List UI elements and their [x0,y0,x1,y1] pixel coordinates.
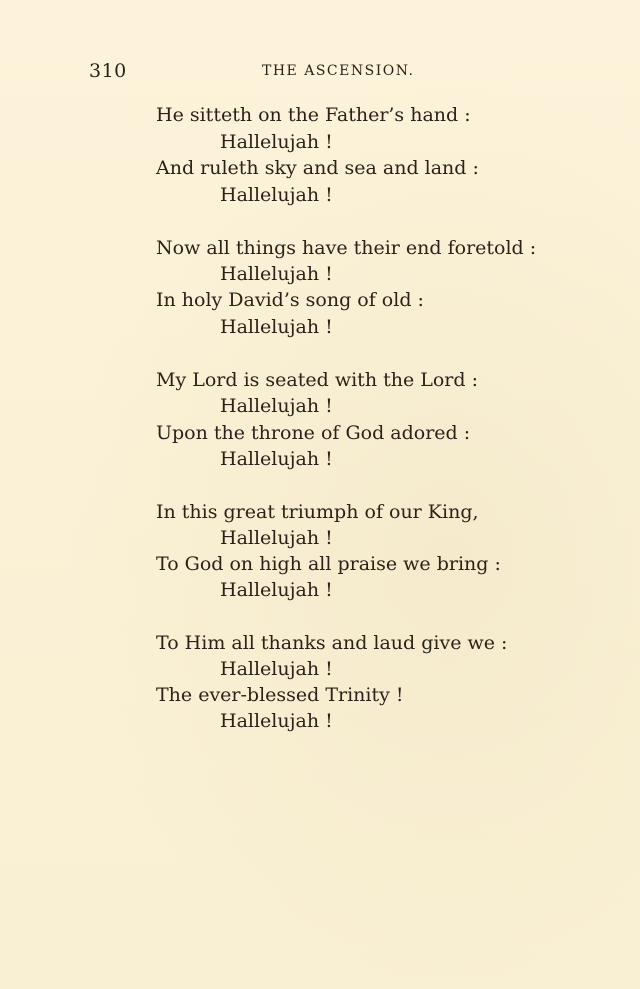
stanza-1-line-1: He sitteth on the Father’s hand : [156,104,471,126]
stanza-3-line-1: My Lord is seated with the Lord : [156,369,478,391]
stanza-1-refrain-2: Hallelujah ! [220,184,333,206]
running-head-title: THE ASCENSION. [262,63,415,79]
stanza-2-refrain-2: Hallelujah ! [220,316,333,338]
stanza-3-refrain-1: Hallelujah ! [220,395,333,417]
stanza-1-refrain-1: Hallelujah ! [220,131,333,153]
stanza-2-refrain-1: Hallelujah ! [220,263,333,285]
stanza-5-line-1: To Him all thanks and laud give we : [156,632,508,654]
stanza-5-refrain-2: Hallelujah ! [220,710,333,732]
page-number: 310 [89,60,127,82]
stanza-4-refrain-2: Hallelujah ! [220,579,333,601]
stanza-3-line-2: Upon the throne of God adored : [156,422,471,444]
stanza-5-line-2: The ever-blessed Trinity ! [156,684,404,706]
stanza-4-line-1: In this great triumph of our King, [156,501,479,523]
stanza-4-line-2: To God on high all praise we bring : [156,553,501,575]
stanza-5-refrain-1: Hallelujah ! [220,658,333,680]
stanza-2-line-1: Now all things have their end foretold : [156,237,537,259]
stanza-1-line-2: And ruleth sky and sea and land : [156,157,479,179]
stanza-4-refrain-1: Hallelujah ! [220,527,333,549]
stanza-3-refrain-2: Hallelujah ! [220,448,333,470]
stanza-2-line-2: In holy David’s song of old : [156,289,424,311]
